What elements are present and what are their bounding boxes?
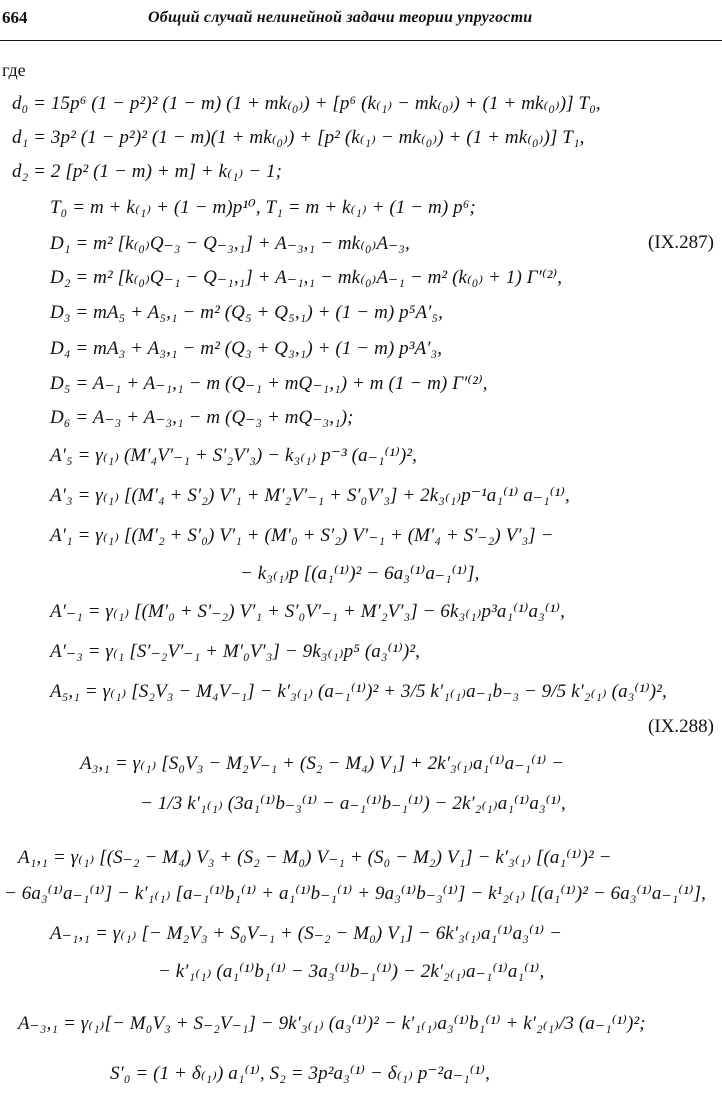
equation-line: D₄ = mA₃ + A₃,₁ − m² (Q₃ + Q₃,₁) + (1 − m) p³A′₃, [50,338,443,359]
running-title: Общий случай нелинейной задачи теории упругости [148,9,533,26]
equation-line: D₁ = m² [k₍₀₎Q₋₃ − Q₋₃,₁] + A₋₃,₁ − mk₍₀₎A₋₃, [50,233,410,254]
intro-word: где [2,60,26,80]
equation-line: A₋₃,₁ = γ₍₁₎[− M₀V₃ + S₋₂V₋₁] − 9k′₃₍₁₎ (a₃⁽¹⁾)² − k′₁₍₁₎a₃⁽¹⁾b₁⁽¹⁾ + k′₂₍₁₎/3 (a₋₁⁽¹⁾)²; [18,1013,646,1034]
equation-label: (IX.288) [648,716,714,737]
equation-line: D₃ = mA₅ + A₅,₁ − m² (Q₅ + Q₅,₁) + (1 − m) p⁵A′₅, [50,302,443,323]
header-rule [0,40,722,41]
equation-line: T₀ = m + k₍₁₎ + (1 − m)p¹⁰, T₁ = m + k₍₁₎ + (1 − m) p⁶; [50,197,476,218]
equation-line: A′₋₁ = γ₍₁₎ [(M′₀ + S′₋₂) V′₁ + S′₀V′₋₁ + M′₂V′₃] − 6k₃₍₁₎p³a₁⁽¹⁾a₃⁽¹⁾, [50,601,566,622]
equation-line: A₋₁,₁ = γ₍₁₎ [− M₂V₃ + S₀V₋₁ + (S₋₂ − M₀) V₁] − 6k′₃₍₁₎a₁⁽¹⁾a₃⁽¹⁾ − [50,923,563,944]
equation-line: D₆ = A₋₃ + A₋₃,₁ − m (Q₋₃ + mQ₋₃,₁); [50,407,354,428]
equation-line: − k′₁₍₁₎ (a₁⁽¹⁾b₁⁽¹⁾ − 3a₃⁽¹⁾b₋₁⁽¹⁾) − 2k′₂₍₁₎a₋₁⁽¹⁾a₁⁽¹⁾, [158,961,545,982]
page-header [0,0,722,44]
equation-line: A′₅ = γ₍₁₎ (M′₄V′₋₁ + S′₂V′₃) − k₃₍₁₎ p⁻³ (a₋₁⁽¹⁾)², [50,445,417,466]
equation-line: D₅ = A₋₁ + A₋₁,₁ − m (Q₋₁ + mQ₋₁,₁) + m (1 − m) Γ′⁽²⁾, [50,373,488,394]
equation-line: A′₁ = γ₍₁₎ [(M′₂ + S′₀) V′₁ + (M′₀ + S′₂) V′₋₁ + (M′₄ + S′₋₂) V′₃] − [50,525,554,546]
equation-line: d₀ = 15p⁶ (1 − p²)² (1 − m) (1 + mk₍₀₎) + [p⁶ (k₍₁₎ − mk₍₀₎) + (1 + mk₍₀₎)] T₀, [12,93,601,114]
equation-line: d₁ = 3p² (1 − p²)² (1 − m)(1 + mk₍₀₎) + [p² (k₍₁₎ − mk₍₀₎) + (1 + mk₍₀₎)] T₁, [12,127,585,148]
equation-line: A₃,₁ = γ₍₁₎ [S₀V₃ − M₂V₋₁ + (S₂ − M₄) V₁] + 2k′₃₍₁₎a₁⁽¹⁾a₋₁⁽¹⁾ − [80,753,565,774]
equation-line: d₂ = 2 [p² (1 − m) + m] + k₍₁₎ − 1; [12,161,282,182]
equation-line: − k₃₍₁₎p [(a₁⁽¹⁾)² − 6a₃⁽¹⁾a₋₁⁽¹⁾], [240,563,480,584]
equation-line: A₁,₁ = γ₍₁₎ [(S₋₂ − M₄) V₃ + (S₂ − M₀) V₋₁ + (S₀ − M₂) V₁] − k′₃₍₁₎ [(a₁⁽¹⁾)² − [18,847,612,868]
equation-line: A′₃ = γ₍₁₎ [(M′₄ + S′₂) V′₁ + M′₂V′₋₁ + S′₀V′₃] + 2k₃₍₁₎p⁻¹a₁⁽¹⁾ a₋₁⁽¹⁾, [50,485,570,506]
equation-label: (IX.287) [648,232,714,253]
equation-line: A′₋₃ = γ₍₁ [S′₋₂V′₋₁ + M′₀V′₃] − 9k₃₍₁₎p⁵ (a₃⁽¹⁾)², [50,641,420,662]
equation-line: − 1/3 k′₁₍₁₎ (3a₁⁽¹⁾b₋₃⁽¹⁾ − a₋₁⁽¹⁾b₋₁⁽¹⁾) − 2k′₂₍₁₎a₁⁽¹⁾a₃⁽¹⁾, [140,793,566,814]
equation-line: A₅,₁ = γ₍₁₎ [S₂V₃ − M₄V₋₁] − k′₃₍₁₎ (a₋₁⁽¹⁾)² + 3/5 k′₁₍₁₎a₋₁b₋₃ − 9/5 k′₂₍₁₎ (a₃⁽¹⁾)², [50,681,667,702]
equation-line: S′₀ = (1 + δ₍₁₎) a₁⁽¹⁾, S₂ = 3p²a₃⁽¹⁾ − δ₍₁₎ p⁻²a₋₁⁽¹⁾, [110,1063,490,1084]
equation-line: − 6a₃⁽¹⁾a₋₁⁽¹⁾] − k′₁₍₁₎ [a₋₁⁽¹⁾b₁⁽¹⁾ + a₁⁽¹⁾b₋₁⁽¹⁾ + 9a₃⁽¹⁾b₋₃⁽¹⁾] − k¹₂₍₁₎ [(a₁⁽¹⁾)² − 6a₃⁽¹⁾a₋₁⁽¹⁾], [4,883,706,904]
page-number: 664 [2,8,28,27]
equation-line: D₂ = m² [k₍₀₎Q₋₁ − Q₋₁,₁] + A₋₁,₁ − mk₍₀₎A₋₁ − m² (k₍₀₎ + 1) Γ′⁽²⁾, [50,267,563,288]
